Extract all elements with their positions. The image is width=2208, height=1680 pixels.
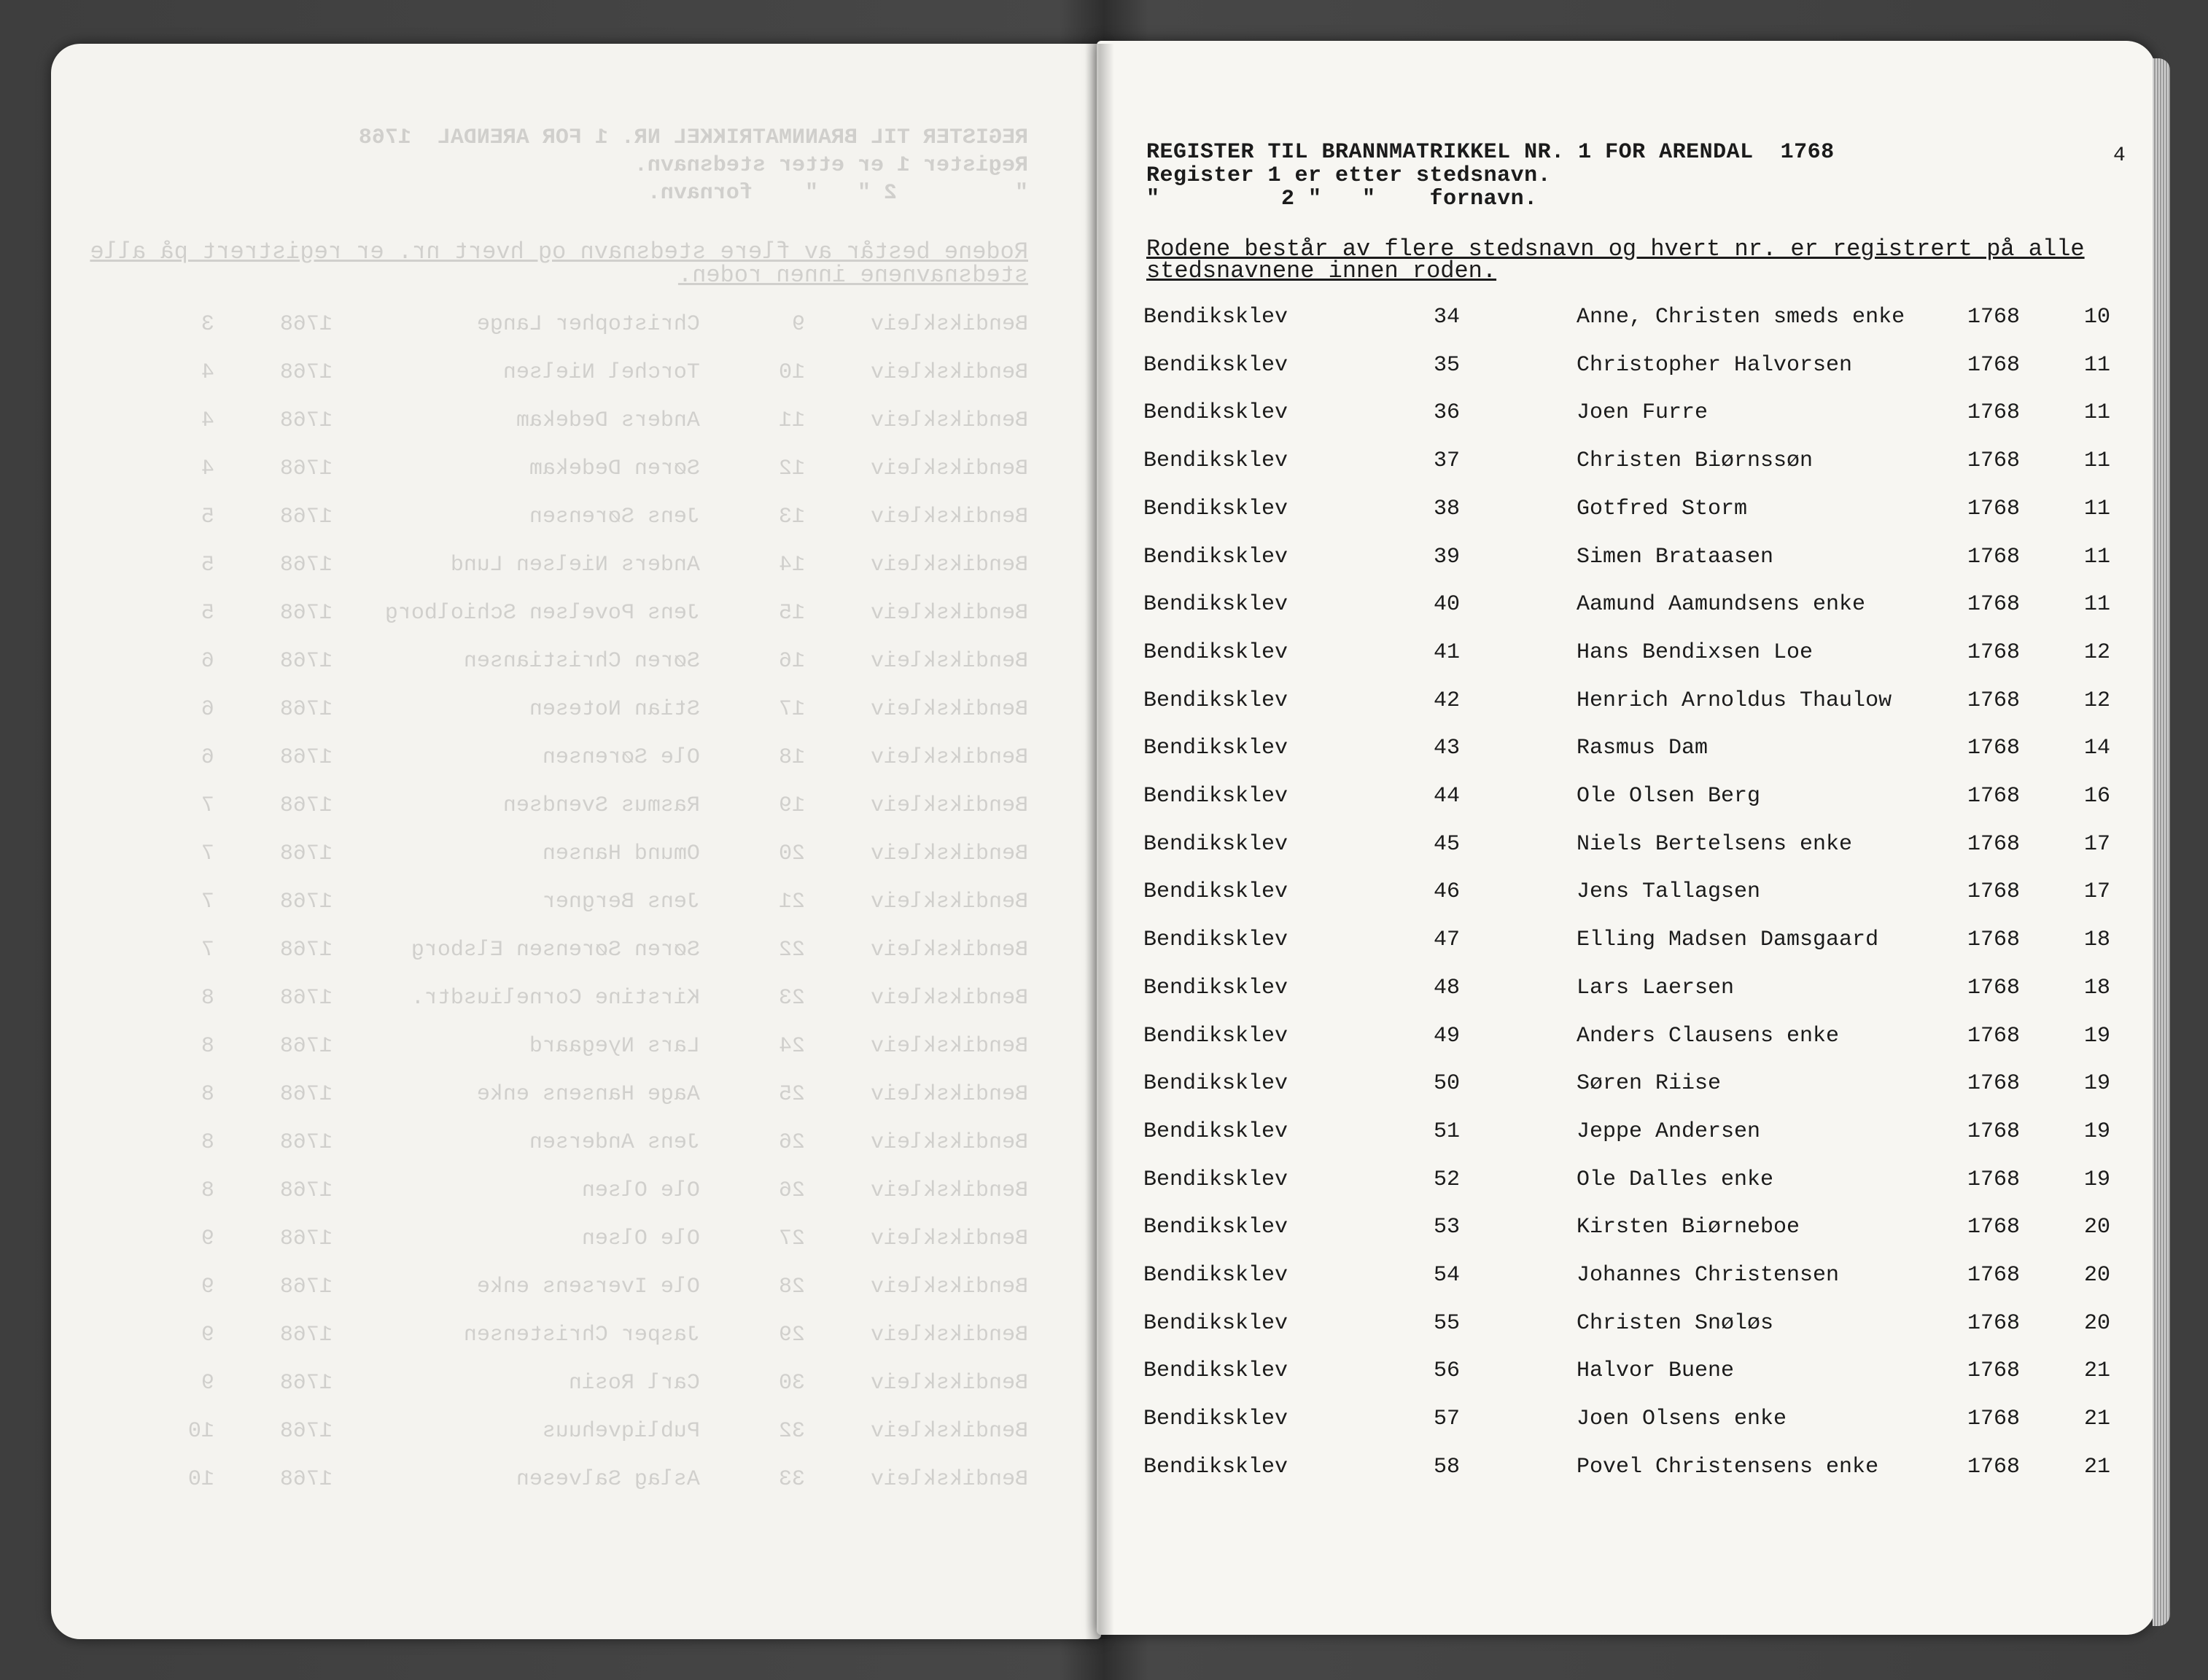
number-cell: 57 bbox=[1434, 1407, 1461, 1432]
place-cell: Bendiksklev bbox=[1143, 736, 1288, 761]
year-cell: 1768 bbox=[1967, 592, 2021, 618]
number-cell: 36 bbox=[1434, 400, 1461, 426]
number-cell: 54 bbox=[1434, 1263, 1461, 1288]
page-cell: 17 bbox=[2084, 831, 2111, 857]
ghost-row: Bendikskleiv 22 Søren Sørensen Elsborg 1768 7 bbox=[201, 938, 1028, 962]
number-cell: 51 bbox=[1434, 1119, 1461, 1144]
number-cell: 42 bbox=[1434, 688, 1461, 713]
name-cell: Ole Olsen Berg bbox=[1577, 784, 1761, 809]
left-page-bleed-through bbox=[51, 44, 1101, 1639]
number-cell: 40 bbox=[1434, 592, 1461, 618]
ghost-row: Bendikskleiv 28 Ole Iversens enke 1768 9 bbox=[201, 1275, 1028, 1299]
ghost-row: Bendikskleiv 26 Jens Andersen 1768 8 bbox=[201, 1130, 1028, 1155]
year-cell: 1768 bbox=[1967, 1263, 2021, 1288]
name-cell: Henrich Arnoldus Thaulow bbox=[1577, 688, 1892, 713]
name-cell: Simen Brataasen bbox=[1577, 544, 1774, 569]
place-cell: Bendiksklev bbox=[1143, 1215, 1288, 1240]
place-cell: Bendiksklev bbox=[1143, 688, 1288, 713]
year-cell: 1768 bbox=[1967, 1023, 2021, 1049]
page-cell: 16 bbox=[2084, 784, 2111, 809]
page-cell: 19 bbox=[2084, 1119, 2111, 1144]
name-cell: Anders Clausens enke bbox=[1577, 1023, 1840, 1049]
number-cell: 35 bbox=[1434, 352, 1461, 378]
page-cell: 14 bbox=[2084, 736, 2111, 761]
name-cell: Jens Tallagsen bbox=[1577, 879, 1761, 905]
name-cell: Johannes Christensen bbox=[1577, 1263, 1840, 1288]
table-row bbox=[1143, 1167, 2120, 1197]
number-cell: 49 bbox=[1434, 1023, 1461, 1049]
ghost-row: Bendikskleiv 23 Kirstine Corneliusdtr. 1768 8 bbox=[201, 986, 1028, 1011]
name-cell: Søren Riise bbox=[1577, 1071, 1722, 1097]
year-cell: 1768 bbox=[1967, 831, 2021, 857]
page-cell: 11 bbox=[2084, 352, 2111, 378]
name-cell: Ole Dalles enke bbox=[1577, 1167, 1774, 1192]
page-cell: 11 bbox=[2084, 592, 2111, 618]
ghost-row: Bendikskleiv 15 Jens Povelsen Schiolborg 1768 5 bbox=[201, 601, 1028, 626]
page-number: 4 bbox=[2113, 144, 2126, 167]
ghost-rows bbox=[188, 312, 1028, 1515]
page-cell: 19 bbox=[2084, 1023, 2111, 1049]
place-cell: Bendiksklev bbox=[1143, 1167, 1288, 1192]
ghost-row: Bendikskleiv 26 Ole Olsen 1768 8 bbox=[201, 1178, 1028, 1203]
number-cell: 52 bbox=[1434, 1167, 1461, 1192]
ghost-row: Bendikskleiv 18 Ole Sørensen 1768 6 bbox=[201, 745, 1028, 770]
year-cell: 1768 bbox=[1967, 1167, 2021, 1192]
year-cell: 1768 bbox=[1967, 1454, 2021, 1479]
book-spine bbox=[1085, 44, 1114, 1639]
table-row bbox=[1143, 497, 2120, 526]
name-cell: Niels Bertelsens enke bbox=[1577, 831, 1853, 857]
number-cell: 41 bbox=[1434, 639, 1461, 665]
name-cell: Kirsten Biørneboe bbox=[1577, 1215, 1800, 1240]
year-cell: 1768 bbox=[1967, 736, 2021, 761]
ghost-row: Bendikskleiv 27 Ole Olsen 1768 9 bbox=[201, 1226, 1028, 1251]
ghost-row: Bendikskleiv 25 Aage Hansens enke 1768 8 bbox=[201, 1082, 1028, 1107]
place-cell: Bendiksklev bbox=[1143, 400, 1288, 426]
number-cell: 38 bbox=[1434, 496, 1461, 521]
name-cell: Joen Olsens enke bbox=[1577, 1407, 1787, 1432]
ghost-row: Bendikskleiv 13 Jens Sørensen 1768 5 bbox=[201, 505, 1028, 529]
name-cell: Joen Furre bbox=[1577, 400, 1709, 426]
table-row bbox=[1143, 1024, 2120, 1053]
table-row bbox=[1143, 736, 2120, 765]
place-cell: Bendiksklev bbox=[1143, 352, 1288, 378]
table-row bbox=[1143, 1455, 2120, 1484]
ghost-row: Bendikskleiv 12 Søren Dedekam 1768 4 bbox=[201, 456, 1028, 481]
register-title: REGISTER TIL BRANNMATRIKKEL NR. 1 FOR ARENDAL 1768 bbox=[1146, 140, 1835, 165]
place-cell: Bendiksklev bbox=[1143, 448, 1288, 474]
page-cell: 11 bbox=[2084, 448, 2111, 474]
place-cell: Bendiksklev bbox=[1143, 1119, 1288, 1144]
table-row bbox=[1143, 688, 2120, 718]
rode-note-line-1: Rodene består av flere stedsnavn og hvert nr. er registrert på alle bbox=[1146, 236, 2085, 262]
page-cell: 12 bbox=[2084, 639, 2111, 665]
page-cell: 20 bbox=[2084, 1263, 2111, 1288]
table-row bbox=[1143, 1407, 2120, 1436]
place-cell: Bendiksklev bbox=[1143, 544, 1288, 569]
table-row bbox=[1143, 1311, 2120, 1340]
table-row bbox=[1143, 400, 2120, 429]
year-cell: 1768 bbox=[1967, 305, 2021, 330]
table-row bbox=[1143, 305, 2120, 334]
ghost-header: REGISTER TIL BRANNMATRIKKEL NR. 1 FOR ARENDAL 1768 Register 1 er etter stedsnavn. " 2 " " fornavn. bbox=[358, 125, 1028, 206]
year-cell: 1768 bbox=[1967, 975, 2021, 1000]
rode-note-line-2: stedsnavnene innen roden. bbox=[1146, 257, 1497, 284]
year-cell: 1768 bbox=[1967, 496, 2021, 521]
year-cell: 1768 bbox=[1967, 879, 2021, 905]
table-row bbox=[1143, 640, 2120, 669]
year-cell: 1768 bbox=[1967, 352, 2021, 378]
place-cell: Bendiksklev bbox=[1143, 305, 1288, 330]
page-cell: 10 bbox=[2084, 305, 2111, 330]
page-cell: 11 bbox=[2084, 496, 2111, 521]
table-row bbox=[1143, 545, 2120, 574]
year-cell: 1768 bbox=[1967, 1310, 2021, 1336]
name-cell: Lars Laersen bbox=[1577, 975, 1735, 1000]
ghost-row: Bendikskleiv 11 Anders Dedekam 1768 4 bbox=[201, 408, 1028, 433]
place-cell: Bendiksklev bbox=[1143, 975, 1288, 1000]
table-row bbox=[1143, 976, 2120, 1005]
year-cell: 1768 bbox=[1967, 448, 2021, 474]
ghost-row: Bendikskleiv 19 Rasmus Svendsen 1768 7 bbox=[201, 793, 1028, 818]
place-cell: Bendiksklev bbox=[1143, 1071, 1288, 1097]
name-cell: Elling Madsen Damsgaard bbox=[1577, 928, 1879, 953]
table-row bbox=[1143, 832, 2120, 861]
place-cell: Bendiksklev bbox=[1143, 879, 1288, 905]
table-row bbox=[1143, 784, 2120, 813]
page-cell: 17 bbox=[2084, 879, 2111, 905]
place-cell: Bendiksklev bbox=[1143, 928, 1288, 953]
ghost-row: Bendikskleiv 32 Publiqvehuus 1768 10 bbox=[187, 1419, 1028, 1444]
name-cell: Hans Bendixsen Loe bbox=[1577, 639, 1814, 665]
page-cell: 21 bbox=[2084, 1454, 2111, 1479]
ghost-row: Bendikskleiv 24 Lars Nyegaard 1768 8 bbox=[201, 1034, 1028, 1059]
page-cell: 20 bbox=[2084, 1215, 2111, 1240]
ghost-row: Bendikskleiv 17 Stian Notesen 1768 6 bbox=[201, 697, 1028, 722]
number-cell: 55 bbox=[1434, 1310, 1461, 1336]
number-cell: 43 bbox=[1434, 736, 1461, 761]
place-cell: Bendiksklev bbox=[1143, 784, 1288, 809]
ghost-row: Bendikskleiv 21 Jens Bergner 1768 7 bbox=[201, 890, 1028, 914]
register-subtitle-1: Register 1 er etter stedsnavn. bbox=[1146, 163, 1552, 188]
ghost-row: Bendikskleiv 29 Jasper Christensen 1768 9 bbox=[201, 1323, 1028, 1348]
year-cell: 1768 bbox=[1967, 928, 2021, 953]
table-row bbox=[1143, 1071, 2120, 1100]
table-row bbox=[1143, 879, 2120, 909]
ghost-row: Bendikskleiv 9 Christopher Lange 1768 3 bbox=[201, 312, 1028, 337]
table-row bbox=[1143, 448, 2120, 478]
page-cell: 18 bbox=[2084, 975, 2111, 1000]
name-cell: Christopher Halvorsen bbox=[1577, 352, 1853, 378]
table-row bbox=[1143, 1119, 2120, 1148]
number-cell: 47 bbox=[1434, 928, 1461, 953]
table-row bbox=[1143, 1358, 2120, 1388]
ghost-row: Bendikskleiv 14 Anders Nielsen Lund 1768 5 bbox=[201, 553, 1028, 578]
number-cell: 58 bbox=[1434, 1454, 1461, 1479]
place-cell: Bendiksklev bbox=[1143, 1310, 1288, 1336]
year-cell: 1768 bbox=[1967, 1071, 2021, 1097]
name-cell: Aamund Aamundsens enke bbox=[1577, 592, 1866, 618]
ghost-row: Bendikskleiv 20 Omund Hansen 1768 7 bbox=[201, 841, 1028, 866]
number-cell: 34 bbox=[1434, 305, 1461, 330]
page-cell: 11 bbox=[2084, 400, 2111, 426]
place-cell: Bendiksklev bbox=[1143, 639, 1288, 665]
name-cell: Jeppe Andersen bbox=[1577, 1119, 1761, 1144]
place-cell: Bendiksklev bbox=[1143, 592, 1288, 618]
name-cell: Gotfred Storm bbox=[1577, 496, 1748, 521]
year-cell: 1768 bbox=[1967, 639, 2021, 665]
place-cell: Bendiksklev bbox=[1143, 831, 1288, 857]
year-cell: 1768 bbox=[1967, 688, 2021, 713]
number-cell: 45 bbox=[1434, 831, 1461, 857]
page-edges bbox=[2153, 58, 2170, 1626]
number-cell: 39 bbox=[1434, 544, 1461, 569]
page-cell: 19 bbox=[2084, 1167, 2111, 1192]
year-cell: 1768 bbox=[1967, 400, 2021, 426]
year-cell: 1768 bbox=[1967, 1215, 2021, 1240]
ghost-row: Bendikskleiv 16 Søren Christiansen 1768 6 bbox=[201, 649, 1028, 674]
place-cell: Bendiksklev bbox=[1143, 1263, 1288, 1288]
number-cell: 53 bbox=[1434, 1215, 1461, 1240]
ghost-row: Bendikskleiv 33 Aslag Salvesen 1768 10 bbox=[187, 1467, 1028, 1492]
number-cell: 44 bbox=[1434, 784, 1461, 809]
page-cell: 11 bbox=[2084, 544, 2111, 569]
year-cell: 1768 bbox=[1967, 1358, 2021, 1384]
year-cell: 1768 bbox=[1967, 784, 2021, 809]
year-cell: 1768 bbox=[1967, 544, 2021, 569]
table-row bbox=[1143, 928, 2120, 957]
number-cell: 56 bbox=[1434, 1358, 1461, 1384]
number-cell: 37 bbox=[1434, 448, 1461, 474]
name-cell: Povel Christensens enke bbox=[1577, 1454, 1879, 1479]
name-cell: Rasmus Dam bbox=[1577, 736, 1709, 761]
register-subtitle-2: " 2 " " fornavn. bbox=[1146, 187, 1538, 211]
name-cell: Christen Snøløs bbox=[1577, 1310, 1774, 1336]
page-cell: 19 bbox=[2084, 1071, 2111, 1097]
ghost-note: Rodene består av flere stedsnavn og hvert nr. er registrert på alle stedsnavnene innen roden. bbox=[90, 238, 1028, 289]
page-cell: 21 bbox=[2084, 1358, 2111, 1384]
number-cell: 48 bbox=[1434, 975, 1461, 1000]
place-cell: Bendiksklev bbox=[1143, 496, 1288, 521]
number-cell: 50 bbox=[1434, 1071, 1461, 1097]
place-cell: Bendiksklev bbox=[1143, 1407, 1288, 1432]
name-cell: Anne, Christen smeds enke bbox=[1577, 305, 1905, 330]
table-row bbox=[1143, 1215, 2120, 1244]
ghost-row: Bendikskleiv 10 Torchel Nielsen 1768 4 bbox=[201, 360, 1028, 385]
year-cell: 1768 bbox=[1967, 1407, 2021, 1432]
name-cell: Christen Biørnssøn bbox=[1577, 448, 1814, 474]
place-cell: Bendiksklev bbox=[1143, 1454, 1288, 1479]
page-cell: 21 bbox=[2084, 1407, 2111, 1432]
place-cell: Bendiksklev bbox=[1143, 1023, 1288, 1049]
year-cell: 1768 bbox=[1967, 1119, 2021, 1144]
page-cell: 18 bbox=[2084, 928, 2111, 953]
ghost-row: Bendikskleiv 30 Carl Rosin 1768 9 bbox=[201, 1371, 1028, 1396]
number-cell: 46 bbox=[1434, 879, 1461, 905]
table-row bbox=[1143, 1263, 2120, 1292]
page-cell: 12 bbox=[2084, 688, 2111, 713]
table-row bbox=[1143, 592, 2120, 621]
table-row bbox=[1143, 353, 2120, 382]
place-cell: Bendiksklev bbox=[1143, 1358, 1288, 1384]
page-cell: 20 bbox=[2084, 1310, 2111, 1336]
name-cell: Halvor Buene bbox=[1577, 1358, 1735, 1384]
